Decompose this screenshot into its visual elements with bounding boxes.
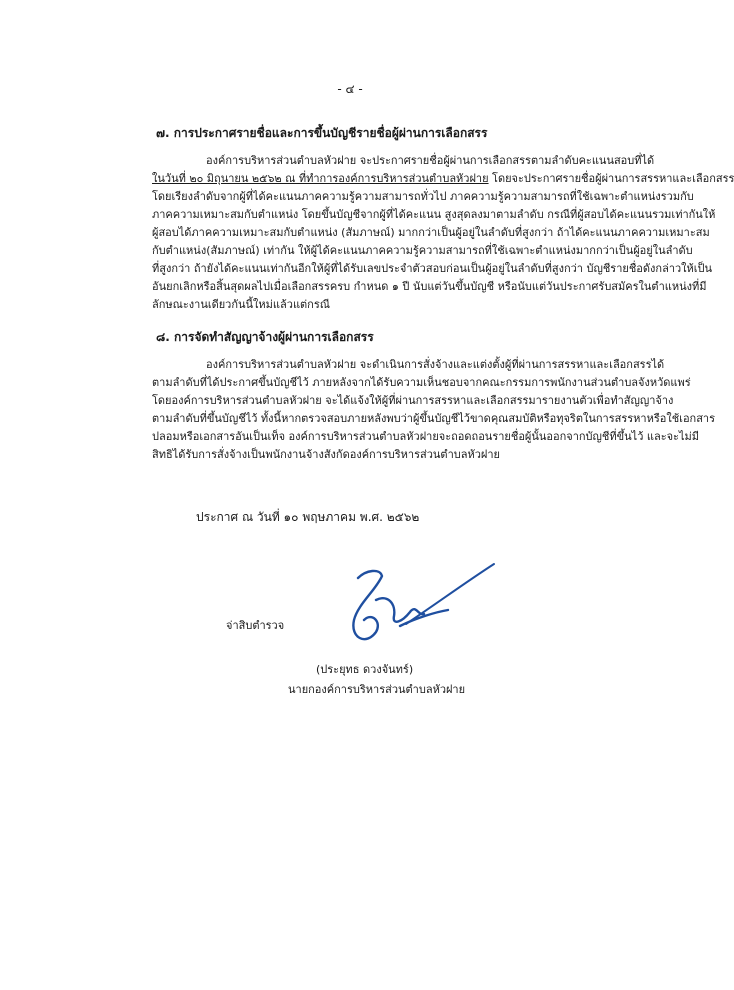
section8-line-4: ตามลำดับที่ขึ้นบัญชีไว้ ทั้งนี้หากตรวจสอบภายหลังพบว่าผู้ขึ้นบัญชีไว้ขาดคุณสมบัติหรือทุจริตในการสรรหาหรือใช้เอกสาร bbox=[152, 412, 716, 425]
section7-line-2-rest: โดยจะประกาศรายชื่อผู้ผ่านการสรรหาและเลือกสรร bbox=[488, 172, 734, 185]
section7-line-9: ลักษณะงานเดียวกันนี้ใหม่แล้วแต่กรณี bbox=[152, 298, 330, 311]
section7-line-2 bbox=[152, 172, 734, 186]
section8-line-5: ปลอมหรือเอกสารอันเป็นเท็จ องค์การบริหารส่วนตำบลหัวฝายจะถอดถอนรายชื่อผู้นั้นออกจากบัญชีที่ขึ้นไว้ และจะไม่มี bbox=[152, 430, 700, 443]
signer-rank: จ่าสิบตำรวจ bbox=[226, 619, 285, 632]
handwritten-signature bbox=[336, 560, 506, 652]
signer-name: (ประยุทธ ดวงจันทร์) bbox=[316, 663, 414, 676]
section7-line-1: องค์การบริหารส่วนตำบลหัวฝาย จะประกาศรายชื่อผู้ผ่านการเลือกสรรตามลำดับคะแนนสอบที่ได้ bbox=[206, 154, 655, 167]
signature-stroke bbox=[353, 571, 382, 639]
section7-line-4: ภาคความเหมาะสมกับตำแหน่ง โดยขึ้นบัญชีจากผู้ที่ได้คะแนน สูงสุดลงมาตามลำดับ กรณีที่ผู้สอบได้คะแนนรวมเท่ากันให้ bbox=[152, 208, 716, 221]
section8-heading: ๘. การจัดทำสัญญาจ้างผู้ผ่านการเลือกสรร bbox=[156, 330, 374, 344]
section7-line-2-underlined: ในวันที่ ๒๐ มิถุนายน ๒๕๖๒ ณ ที่ทำการองค์การบริหารส่วนตำบลหัวฝาย bbox=[152, 172, 489, 185]
section8-line-2: ตามลำดับที่ได้ประกาศขึ้นบัญชีไว้ ภายหลังจากได้รับความเห็นชอบจากคณะกรรมการพนักงานส่วนตำบลจังหวัดแพร่ bbox=[152, 376, 691, 389]
section8-line-3: โดยองค์การบริหารส่วนตำบลหัวฝาย จะได้แจ้งให้ผู้ที่ผ่านการสรรหาและเลือกสรรมารายงานตัวเพื่อทำสัญญาจ้าง bbox=[152, 394, 674, 407]
section8-line-6: สิทธิได้รับการสั่งจ้างเป็นพนักงานจ้างสังกัดองค์การบริหารส่วนตำบลหัวฝาย bbox=[152, 448, 500, 461]
signature-stroke bbox=[406, 564, 494, 624]
announcement-date: ประกาศ ณ วันที่ ๑๐ พฤษภาคม พ.ศ. ๒๕๖๒ bbox=[196, 510, 420, 524]
section7-line-8: อันยกเลิกหรือสิ้นสุดผลไปเมื่อเลือกสรรครบ กำหนด ๑ ปี นับแต่วันขึ้นบัญชี หรือนับแต่วันประกาศรับสมัครในตำแหน่งที่มี bbox=[152, 280, 707, 293]
section7-line-5: ผู้สอบได้ภาคความเหมาะสมกับตำแหน่ง (สัมภาษณ์) มากกว่าเป็นผู้อยู่ในลำดับที่สูงกว่า ถ้าได้คะแนนภาคความเหมาะสม bbox=[152, 226, 710, 239]
section7-line-6: กับตำแหน่ง(สัมภาษณ์) เท่ากัน ให้ผู้ได้คะแนนภาคความรู้ความสามารถที่ใช้เฉพาะตำแหน่งมากกว่าเป็นผู้อยู่ในลำดับ bbox=[152, 244, 693, 257]
page-number: - ๔ - bbox=[337, 82, 363, 96]
section7-heading: ๗. การประกาศรายชื่อและการขึ้นบัญชีรายชื่อผู้ผ่านการเลือกสรร bbox=[156, 126, 488, 140]
section7-line-3: โดยเรียงลำดับจากผู้ที่ได้คะแนนภาคความรู้ความสามารถทั่วไป ภาคความรู้ความสามารถที่ใช้เฉพาะตำแหน่งรวมกับ bbox=[152, 190, 694, 203]
section7-line-7: ที่สูงกว่า ถ้ายังได้คะแนนเท่ากันอีกให้ผู้ที่ได้รับเลขประจำตัวสอบก่อนเป็นผู้อยู่ในลำดับที่สูงกว่า บัญชีรายชื่อดังกล่าวให้เป็น bbox=[152, 262, 713, 275]
section8-line-1: องค์การบริหารส่วนตำบลหัวฝาย จะดำเนินการสั่งจ้างและแต่งตั้งผู้ที่ผ่านการสรรหาและเลือกสรรได้ bbox=[206, 358, 665, 371]
signer-title: นายกองค์การบริหารส่วนตำบลหัวฝาย bbox=[288, 683, 466, 696]
